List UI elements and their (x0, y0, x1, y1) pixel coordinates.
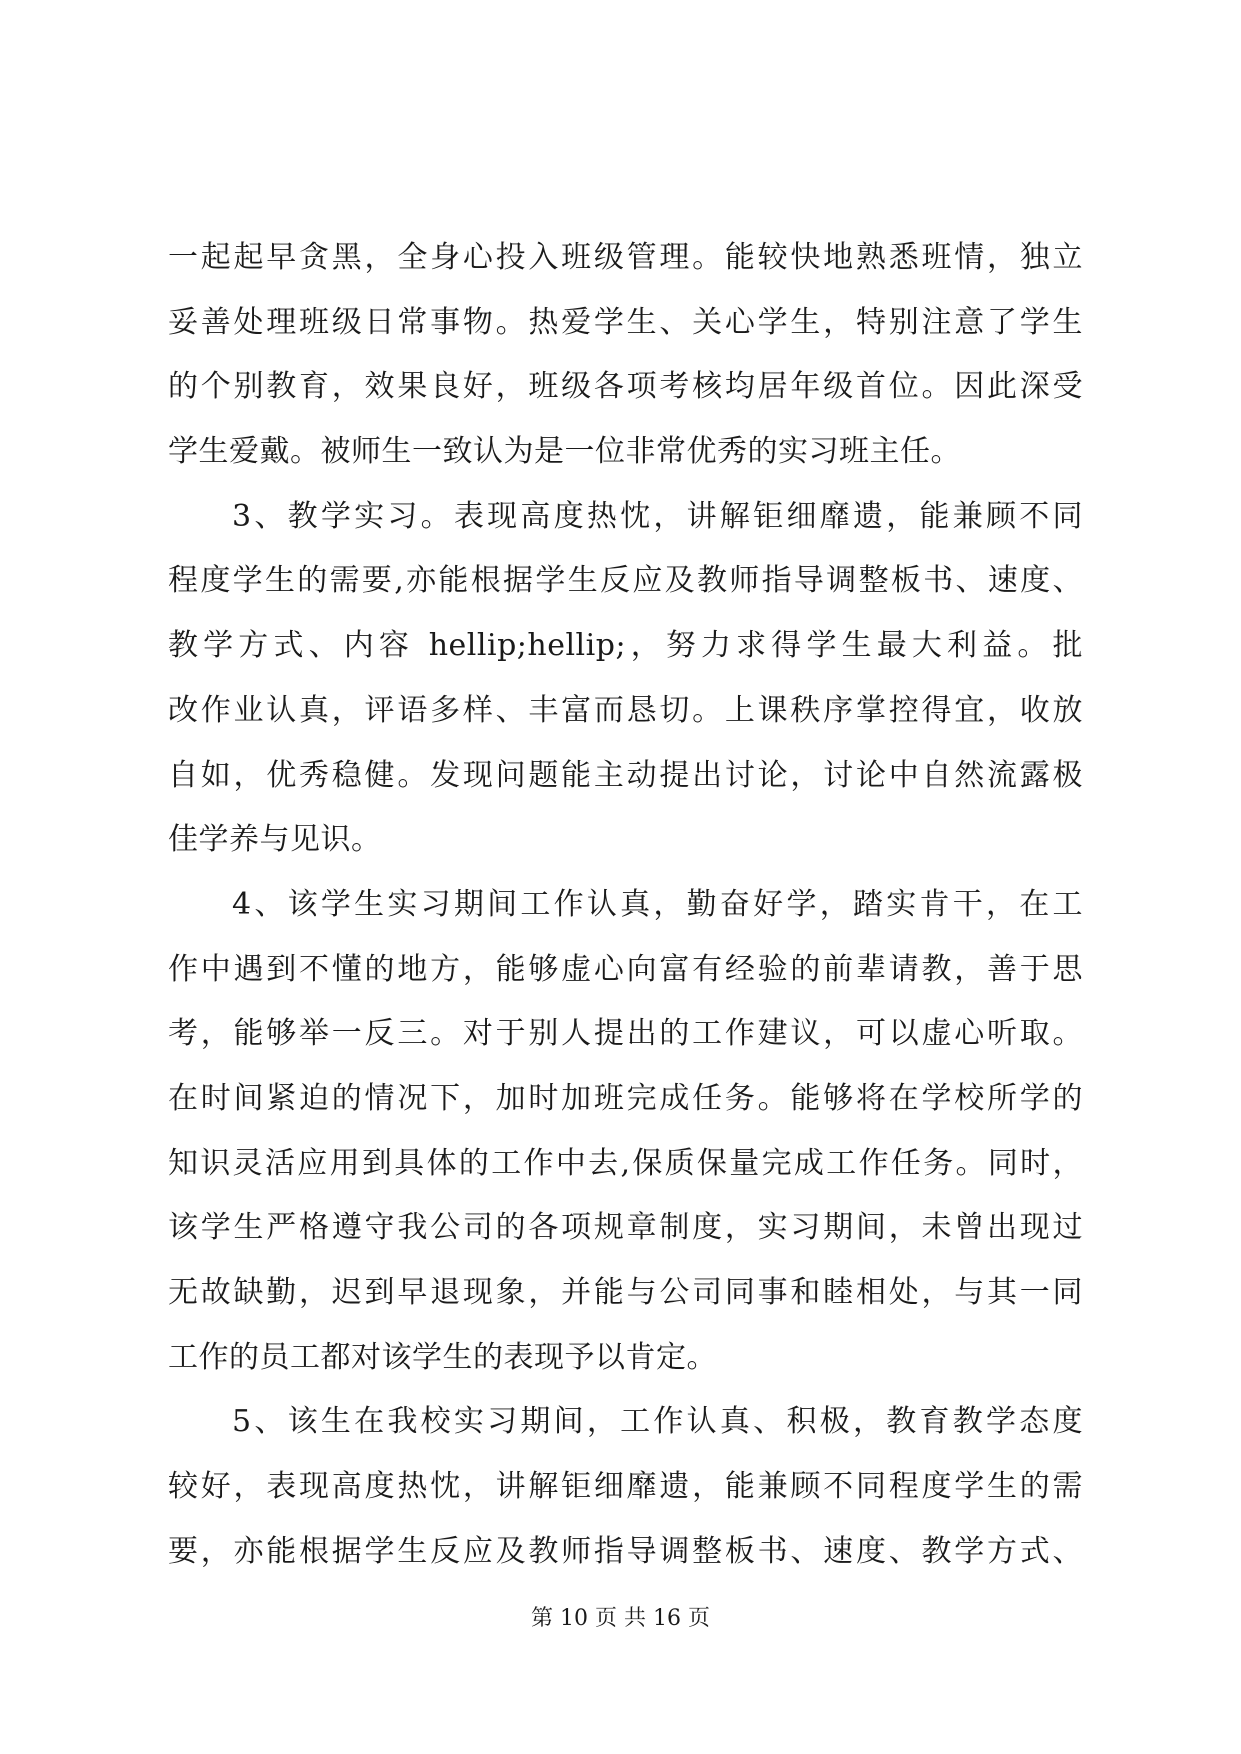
text-line: 工作的员工都对该学生的表现予以肯定。 (168, 1339, 717, 1375)
text-line: 的个别教育，效果良好，班级各项考核均居年级首位。因此深受 (168, 369, 1083, 405)
text-line: 改作业认真，评语多样、丰富而恳切。上课秩序掌控得宜，收放 (168, 692, 1083, 728)
text-line: 无故缺勤，迟到早退现象，并能与公司同事和睦相处，与其一同 (168, 1275, 1083, 1310)
text-line: 5、该生在我校实习期间，工作认真、积极，教育教学态度 (232, 1404, 1083, 1440)
page-number-footer: 第 10 页 共 16 页 (531, 1606, 710, 1631)
text-line: 作中遇到不懂的地方，能够虚心向富有经验的前辈请教，善于思 (168, 951, 1083, 987)
text-line: 在时间紧迫的情况下，加时加班完成任务。能够将在学校所学的 (168, 1080, 1083, 1116)
text-line: 学生爱戴。被师生一致认为是一位非常优秀的实习班主任。 (168, 434, 961, 470)
text-line: 教学方式、内容 hellip;hellip;，努力求得学生最大利益。批 (168, 628, 1083, 664)
body-text (168, 226, 1083, 1584)
text-line: 妥善处理班级日常事物。热爱学生、关心学生，特别注意了学生 (168, 304, 1083, 340)
text-line: 程度学生的需要,亦能根据学生反应及教师指导调整板书、速度、 (168, 563, 1083, 599)
text-line: 佳学养与见识。 (168, 822, 382, 858)
text-line: 知识灵活应用到具体的工作中去,保质保量完成工作任务。同时， (168, 1145, 1083, 1181)
text-line: 该学生严格遵守我公司的各项规章制度，实习期间，未曾出现过 (168, 1210, 1083, 1246)
text-line: 考，能够举一反三。对于别人提出的工作建议，可以虚心听取。 (168, 1016, 1083, 1052)
text-line: 3、教学实习。表现高度热忱，讲解钜细靡遗，能兼顾不同 (232, 498, 1083, 534)
text-line: 一起起早贪黑，全身心投入班级管理。能较快地熟悉班情，独立 (168, 240, 1083, 275)
text-line: 较好，表现高度热忱，讲解钜细靡遗，能兼顾不同程度学生的需 (168, 1469, 1083, 1505)
text-line: 要，亦能根据学生反应及教师指导调整板书、速度、教学方式、 (168, 1533, 1083, 1569)
text-line: 4、该学生实习期间工作认真，勤奋好学，踏实肯干，在工 (232, 886, 1083, 922)
text-line: 自如，优秀稳健。发现问题能主动提出讨论，讨论中自然流露极 (168, 757, 1083, 793)
